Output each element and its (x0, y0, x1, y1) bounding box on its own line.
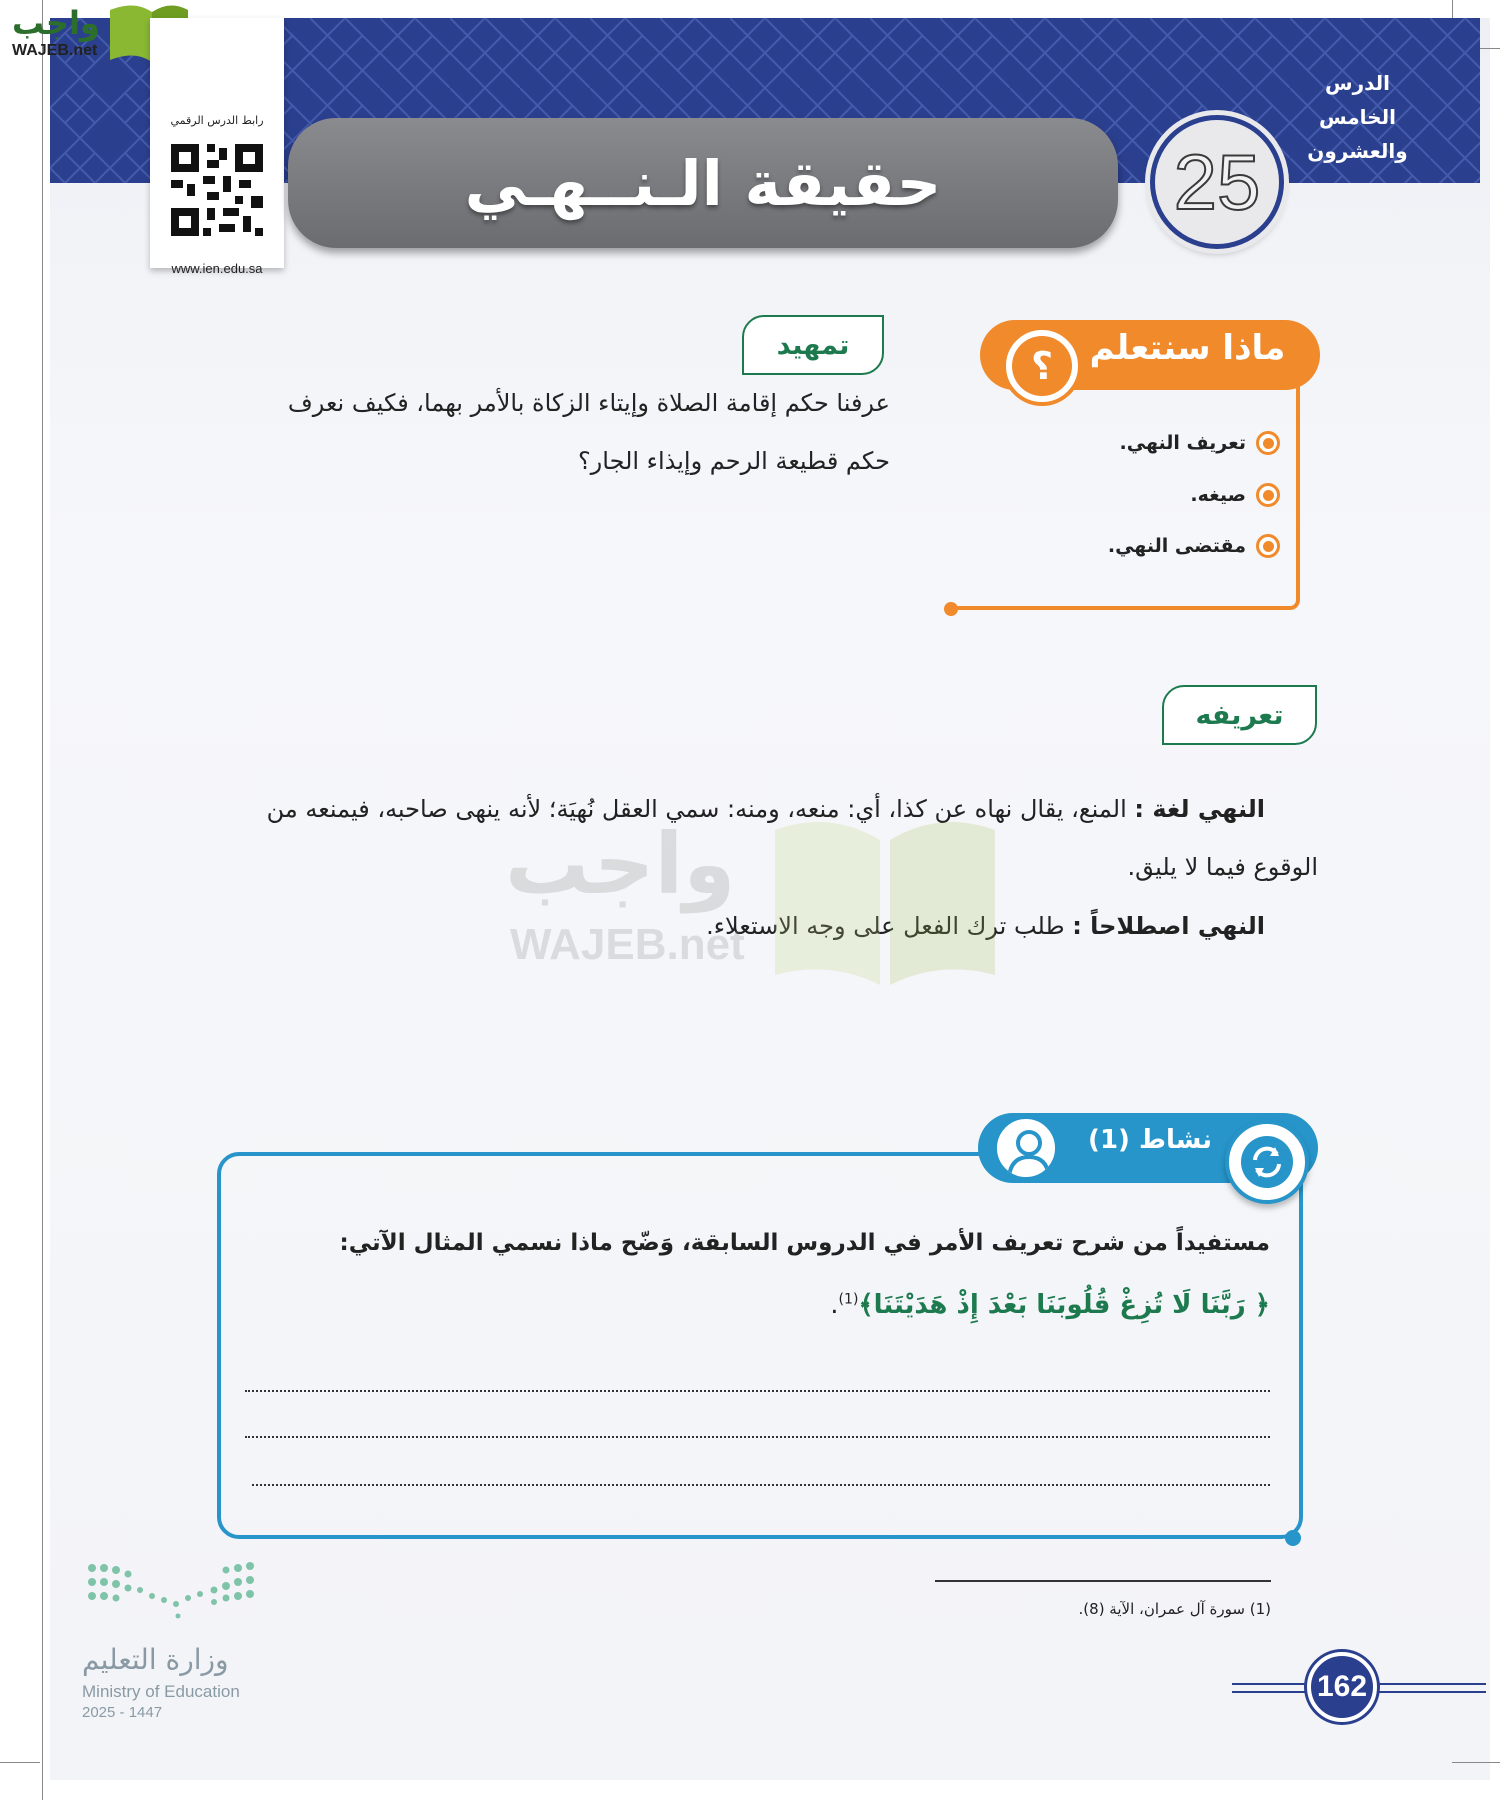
qr-url[interactable]: www.ien.edu.sa (171, 261, 263, 276)
activity-dot (1285, 1530, 1301, 1546)
qr-title: رابط الدرس الرقمي (170, 114, 264, 127)
ministry-logo-icon (82, 1560, 272, 1635)
watermark-latin: WAJEB.net (510, 920, 745, 969)
bullet-icon (1256, 534, 1280, 558)
answer-line[interactable] (245, 1436, 1270, 1438)
ministry-year: 2025 - 1447 (82, 1704, 163, 1721)
learn-item-label: مقتضى النهي. (1107, 535, 1246, 557)
verse-end: . (830, 1290, 839, 1320)
watermark-arabic: واجب (505, 815, 736, 913)
footnote-divider (935, 1580, 1271, 1582)
ministry-arabic: وزارة التعليم (82, 1643, 229, 1676)
learn-box-title: ماذا سنتعلم (1089, 328, 1286, 368)
definition-term-term: النهي اصطلاحاً : (1072, 912, 1265, 940)
user-icon (994, 1116, 1058, 1180)
activity-verse (700, 1290, 1270, 1320)
learn-item-label: صيغه. (1190, 484, 1246, 506)
lesson-label: الدرس الخامس والعشرون (1307, 71, 1408, 163)
intro-line-1: عرفنا حكم إقامة الصلاة وإيتاء الزكاة بالأمر بهما، فكيف نعرف (287, 389, 890, 417)
intro-line-2: حكم قطيعة الرحم وإيذاء الجار؟ (577, 447, 890, 475)
intro-heading: تمهيد (742, 315, 884, 375)
learn-item (1060, 531, 1280, 561)
logo-arabic-text: واجب (12, 4, 100, 42)
lesson-number-badge (1150, 115, 1284, 249)
watermark-book-icon (770, 810, 1000, 990)
activity-frame (217, 1152, 1303, 1539)
verse-footnote-ref: (1) (838, 1291, 859, 1308)
activity-title: نشاط (1) (1088, 1125, 1212, 1155)
learn-box-dot (944, 602, 958, 616)
verse-text: ﴿ رَبَّنَا لَا تُزِغْ قُلُوبَنَا بَعْدَ إِذْ هَدَيْتَنَا﴾ (858, 1290, 1270, 1320)
definition-lang-text-2: الوقوع فيما لا يليق. (1127, 853, 1318, 881)
logo-latin-text: WAJEB.net (12, 42, 98, 59)
learn-item (1060, 428, 1280, 458)
definition-lang-text-1: المنع، يقال نهاه عن كذا، أي: منعه، ومنه: سمي العقل نُهيَة؛ لأنه ينهى صاحبه، فيمنعه من (266, 795, 1127, 823)
qr-code-icon[interactable] (167, 140, 267, 240)
page-number: 162 (1307, 1652, 1377, 1722)
lesson-title: حقيقة الـنــهـي (464, 146, 942, 220)
ministry-english: Ministry of Education (82, 1682, 240, 1701)
bullet-icon (1256, 431, 1280, 455)
refresh-icon (1225, 1120, 1309, 1204)
definition-lang-line-1 (210, 780, 1265, 838)
crop-mark (1452, 1762, 1500, 1763)
question-icon: ؟ (1002, 326, 1082, 406)
qr-card[interactable] (150, 18, 284, 276)
crop-mark (42, 0, 43, 1800)
bullet-icon (1256, 483, 1280, 507)
answer-line[interactable] (252, 1484, 1270, 1486)
activity-question: مستفيداً من شرح تعريف الأمر في الدروس السابقة، وَضّح ماذا نسمي المثال الآتي: (339, 1230, 1270, 1256)
answer-line[interactable] (245, 1390, 1270, 1392)
definition-lang-term: النهي لغة : (1134, 795, 1265, 823)
learn-item (1060, 480, 1280, 510)
footnote: (1) سورة آل عمران، الآية (8). (1078, 1600, 1271, 1618)
lesson-number: 25 (1173, 137, 1261, 226)
learn-item-label: تعريف النهي. (1119, 432, 1246, 454)
definition-term-text: طلب ترك الفعل على وجه الاستعلاء. (706, 912, 1065, 940)
crop-mark (0, 1762, 40, 1763)
definition-heading: تعريفه (1162, 685, 1317, 745)
